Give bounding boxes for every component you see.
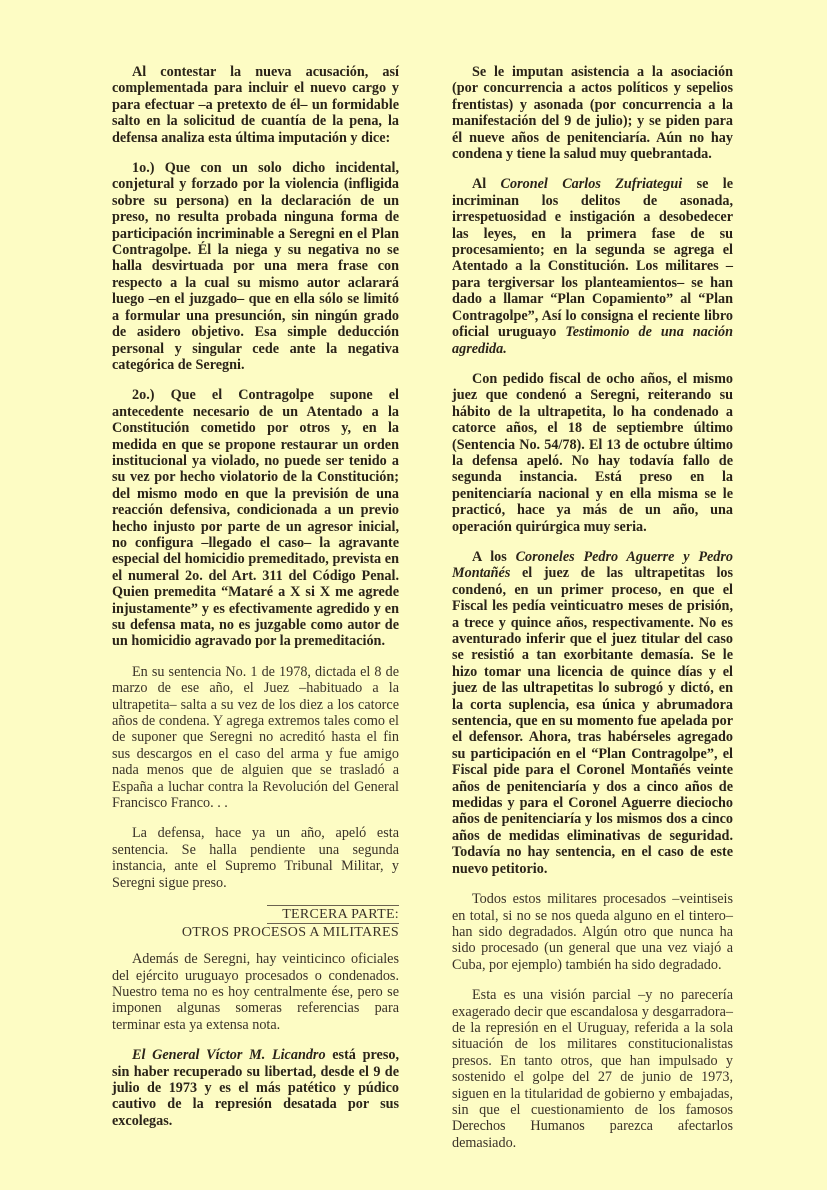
- paragraph-degradados: Todos estos militares procesados –veintiseis en total, si no se nos queda alguno en el tintero– han sido degradados. Algún otro que nunca ha sido procesado (un general que una vez viajó a Cuba, por ejemplo) también ha sido degradado.: [452, 891, 733, 973]
- paragraph-text: se le incriminan los delitos de asonada, irrespetuosidad e instigación a desobedecer las leyes, en la primera fase de su procesamiento; en la segunda se agrega el Atentado a la Constitución. Los militares –para tergiversar los planteamientos– se han dado a llamar “Plan Copamiento” al “Plan Contragolpe”, Así lo consigna el reciente libro oficial uruguayo: [452, 176, 733, 341]
- section-heading: [112, 905, 399, 941]
- paragraph-text: Al: [472, 176, 501, 193]
- name-zufriategui: Coronel Carlos Zufriategui: [500, 176, 683, 193]
- paragraph-pedido-fiscal: Con pedido fiscal de ocho años, el mismo juez que condenó a Seregni, reiterando su hábito de la ultrapetita, lo ha condenado a catorce años, el 18 de septiembre último (Sentencia No. 54/78). El 13 de octubre último la defensa apeló. No hay todavía fallo de segunda instancia. Está preso en la penitenciaría nacional y en ella misma se le practicó, hace ya más de un año, una operación quirúrgica muy seria.: [452, 370, 733, 535]
- paragraph-zufriategui: [452, 176, 733, 356]
- paragraph-text: está preso, sin haber recuperado su libertad, desde el 9 de julio de 1973 y es el más patético y púdico cautivo de la represión desatada por sus excolegas.: [112, 1047, 399, 1129]
- right-column: [452, 64, 733, 1165]
- section-heading-subtitle: OTROS PROCESOS A MILITARES: [181, 925, 399, 941]
- section-heading-title: TERCERA PARTE:: [282, 907, 399, 923]
- paragraph-text: el juez de las ultrapetitas los condenó, en un primer proceso, en que el Fiscal les pedía veinticuatro meses de prisión, a trece y quince años, respectivamente. No es aventurado inferir que el juez titular del caso se resistió a tan exorbitante demasía. Se le hizo tomar una licencia de quince días y el juez de las ultrapetitas lo subrogó y dictó, en la corta suplencia, esa única y abrumadora sentencia, que en su momento fue apelada por el defensor. Ahora, tras habérseles agregado su participación en el “Plan Contragolpe”, el Fiscal pide para el Coronel Montañés veinte años de penitenciaría y dos a cinco años de medidas y para el Coronel Aguerre dieciocho años de penitenciaría y los mismos dos a cinco años de medidas eliminativas de seguridad. Todavía no hay sentencia, en el caso de este nuevo petitorio.: [452, 565, 733, 877]
- book-title: Testimonio de una nación agredida.: [452, 324, 733, 357]
- name-licandro: El General Víctor M. Licandro: [132, 1047, 326, 1064]
- paragraph-aguerre-montanes: [452, 549, 733, 877]
- paragraph-point-2: 2o.) Que el Contragolpe supone el antecedente necesario de un Atentado a la Constitución cometido por otros y, en la medida en que se propone restaurar un orden institucional ya violado, no puede ser tenido a su vez por hecho violatorio de la Constitución; del mismo modo en que la previsión de una reacción defensiva, condicionada a un previo hecho injusto por parte de un agresor inicial, no configura –llegado el caso– la agravante especial del homicidio premeditado, prevista en el numeral 2o. del Art. 311 del Código Penal. Quien premedita “Mataré a X si X me agrede injustamente” y es efectivamente agredido y en su defensa mata, no es juzgable como autor de un homicidio agravado por la premeditación.: [112, 387, 399, 650]
- paragraph-intro: Al contestar la nueva acusación, así complementada para incluir el nuevo cargo y para efectuar –a pretexto de él– un formidable salto en la solicitud de cuantía de la pena, la defensa analiza esta última imputación y dice:: [112, 64, 399, 146]
- paragraph-vision-parcial: Esta es una visión parcial –y no parecería exagerado decir que escandalosa y desgarradora– de la represión en el Uruguay, referida a la sola situación de los militares constitucionalistas presos. En tanto otros, que han impulsado y sostenido el golpe del 27 de junio de 1973, siguen en la titularidad de gobierno y embajadas, sin que el cuestionamiento de los famosos Derechos Humanos parezca afectarlos demasiado.: [452, 987, 733, 1151]
- paragraph-sentencia: En su sentencia No. 1 de 1978, dictada el 8 de marzo de ese año, el Juez –habituado a la ultrapetita– salta a su vez de los diez a los catorce años de condena. Y agrega extremos tales como el de suponer que Seregni no acreditó hasta el fin sus descargos en el caso del arma y fue amigo nada menos que de alguien que se trasladó a España a luchar contra la Revolución del General Francisco Franco. . .: [112, 663, 399, 812]
- paragraph-text: A los: [472, 548, 516, 565]
- paragraph-point-1: 1o.) Que con un solo dicho incidental, conjetural y forzado por la violencia (infligida sobre su persona) en la declaración de un preso, no resulta probada ninguna forma de participación incriminable a Seregni en el Plan Contragolpe. Él la niega y su negativa no se halla desvirtuada por una mera frase con respecto a la cual su mismo autor aclarará luego –en el juzgado– que en ella sólo se limitó a formular una presunción, sin ningún grado de asidero objetivo. Esa simple deducción personal y singular cede ante la negativa categórica de Seregni.: [112, 160, 399, 373]
- paragraph-licandro: [112, 1047, 399, 1129]
- paragraph-apelacion: La defensa, hace ya un año, apeló esta sentencia. Se halla pendiente una segunda instancia, ante el Supremo Tribunal Militar, y Seregni sigue preso.: [112, 825, 399, 891]
- name-coroneles: Coroneles Pedro Aguerre y Pedro Montañés: [452, 548, 733, 582]
- paragraph-otros-oficiales: Además de Seregni, hay veinticinco oficiales del ejército uruguayo procesados o condenados. Nuestro tema no es hoy centralmente ése, pero se imponen algunas someras referencias para terminar esta ya extensa nota.: [112, 951, 399, 1033]
- left-column: [112, 64, 399, 1143]
- paragraph-imputaciones: Se le imputan asistencia a la asociación (por concurrencia a actos políticos y sepelios frentistas) y asonada (por concurrencia a la manifestación del 9 de julio); y se piden para él nueve años de penitenciaría. Aún no hay condena y tiene la salud muy quebrantada.: [452, 64, 733, 163]
